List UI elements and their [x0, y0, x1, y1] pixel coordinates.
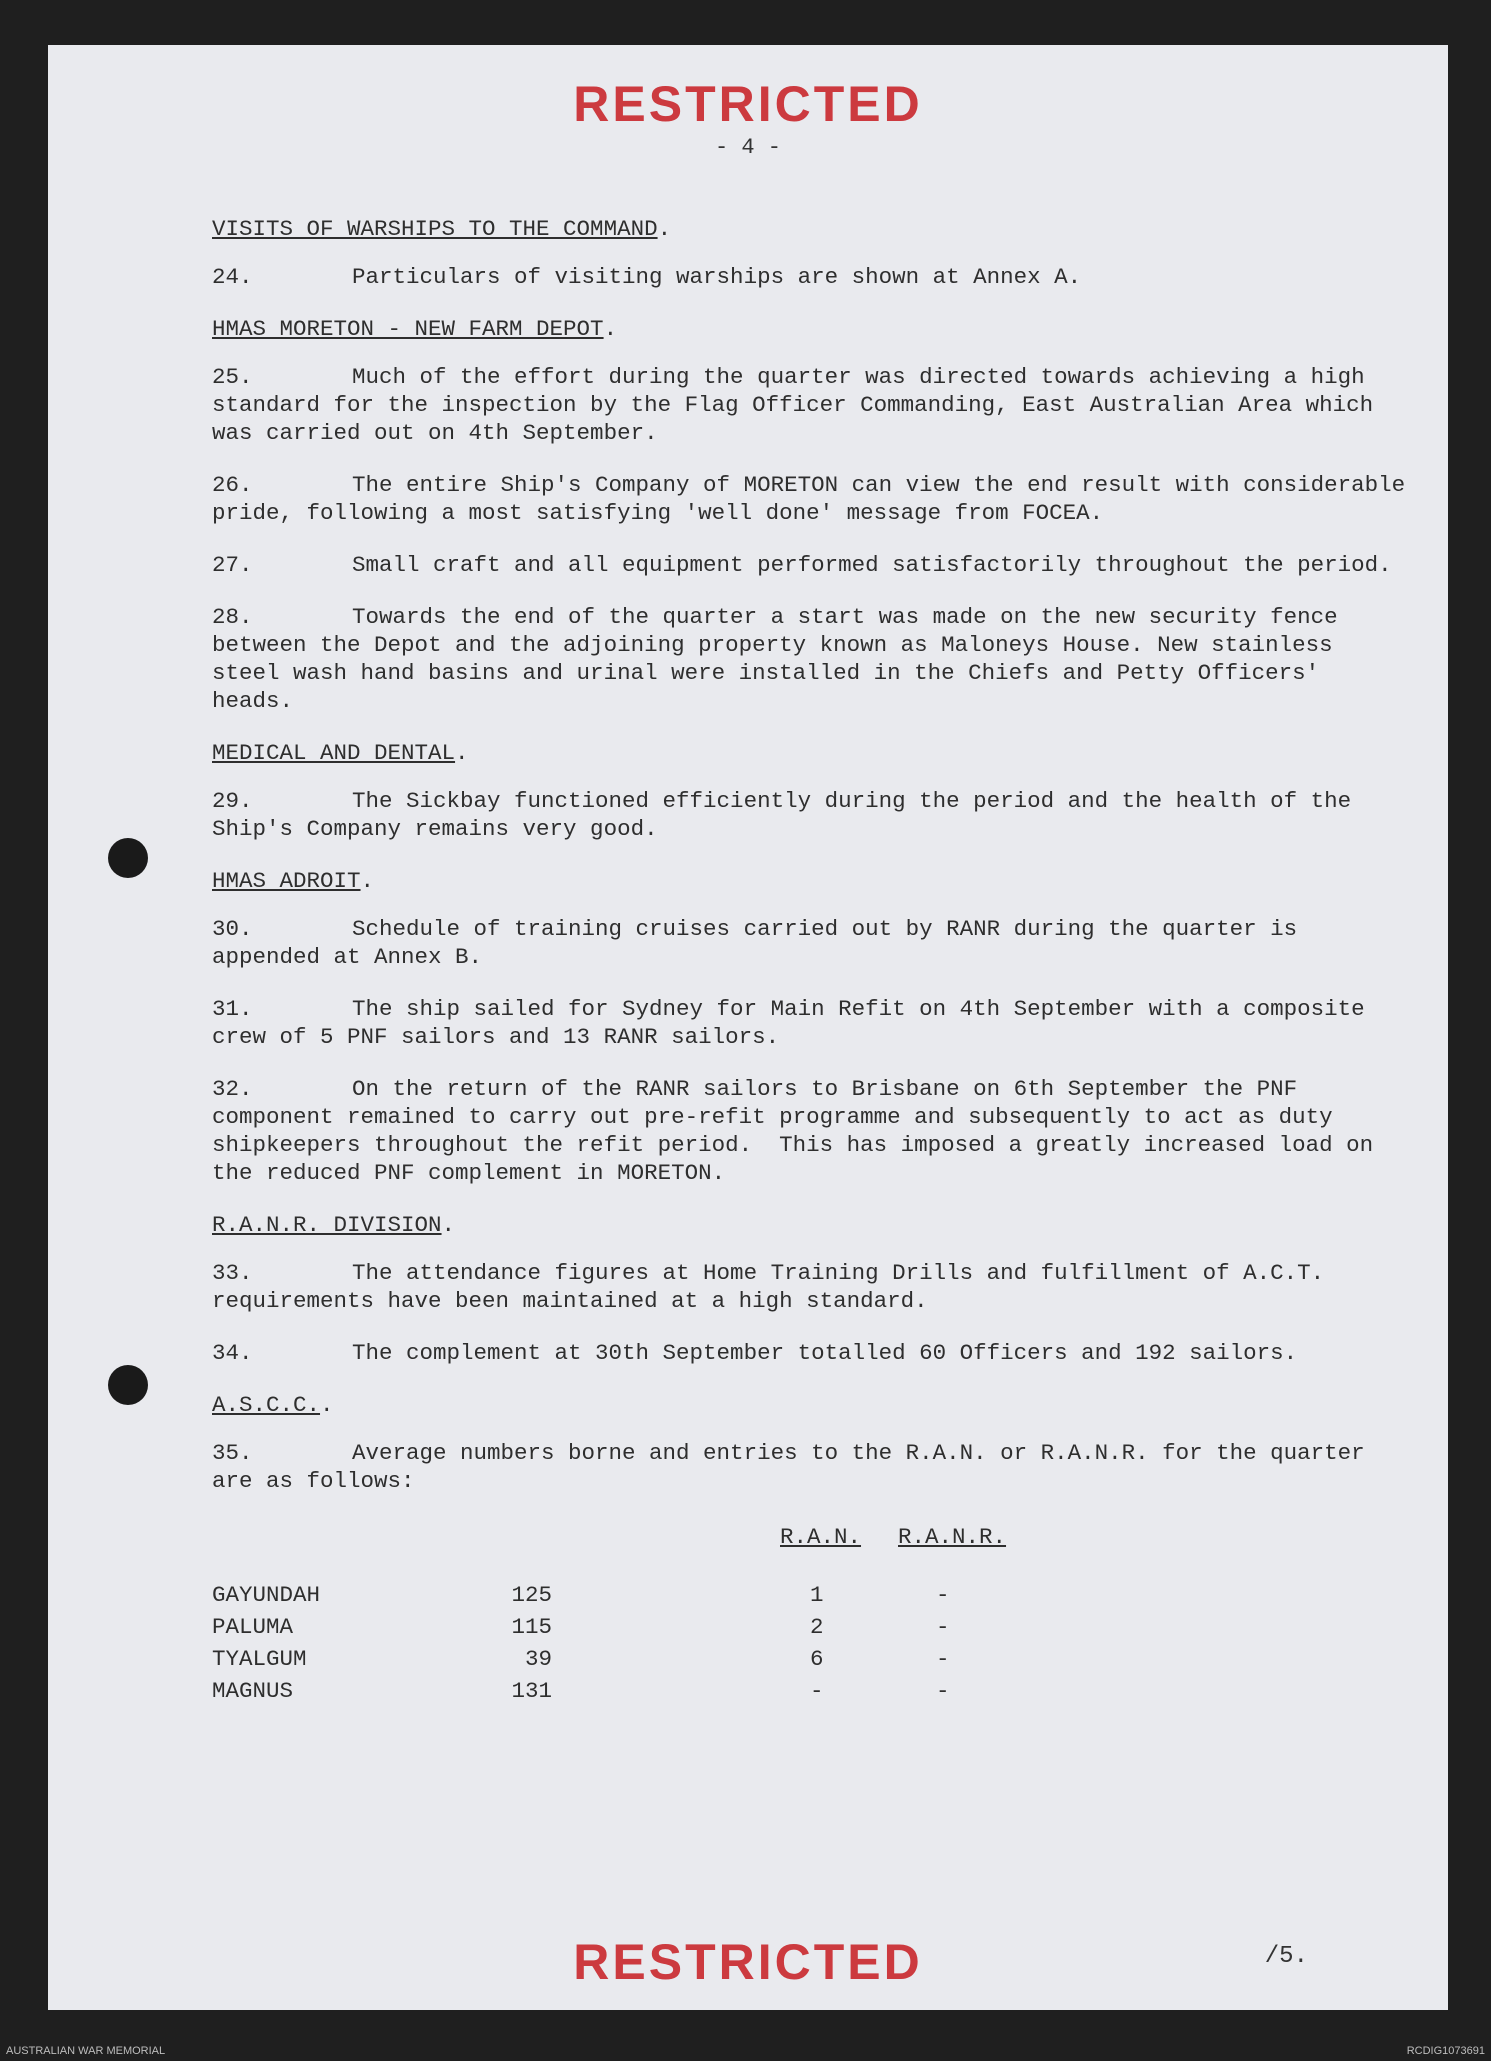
document-body	[212, 215, 1419, 1733]
paragraph	[212, 471, 1419, 527]
paragraph-number: 25.	[212, 364, 253, 390]
paragraph	[212, 787, 1412, 843]
paragraph-text: Towards the end of the quarter a start was made on the new security fence between the Depot and the adjoining property known as Maloneys House. New stainless steel wash hand basins and urinal were installed in the Chiefs and Petty Officers' heads.	[212, 604, 1352, 714]
paragraph	[212, 1339, 1412, 1367]
paragraph	[212, 1439, 1412, 1495]
paragraph	[212, 1075, 1412, 1187]
paragraph	[212, 363, 1412, 447]
table-cell-ranr: -	[936, 1646, 950, 1672]
table-cell-name: MAGNUS	[212, 1678, 294, 1704]
paragraph	[212, 915, 1412, 971]
paragraph-text: Particulars of visiting warships are shown at Annex A.	[352, 264, 1082, 290]
paragraph-text: On the return of the RANR sailors to Brisbane on 6th September the PNF component remained to carry out pre-refit programme and subsequently to act as duty shipkeepers throughout the refit period. This has imposed a greatly increased load on the reduced PNF complement in MORETON.	[212, 1076, 1387, 1186]
paragraph-number: 28.	[212, 604, 253, 630]
table-cell-borne: 125	[511, 1582, 552, 1608]
table-cell-borne: 131	[511, 1678, 552, 1704]
paragraph	[212, 263, 1412, 291]
table-cell-name: TYALGUM	[212, 1646, 307, 1672]
paragraph-number: 27.	[212, 552, 253, 578]
paragraph-text: The attendance figures at Home Training Drills and fulfillment of A.C.T. requirements have been maintained at a high standard.	[212, 1260, 1338, 1314]
document-page	[48, 45, 1448, 2010]
restricted-stamp-top: RESTRICTED	[573, 76, 923, 132]
table-row	[212, 1677, 1312, 1705]
next-page-marker: /5.	[1264, 1943, 1308, 1970]
table-cell-ranr: -	[936, 1582, 950, 1608]
restricted-stamp-bottom: RESTRICTED	[573, 1934, 923, 1990]
paragraph-number: 30.	[212, 916, 253, 942]
paragraph-text: The complement at 30th September totalled 60 Officers and 192 sailors.	[352, 1340, 1298, 1366]
paragraph-number: 29.	[212, 788, 253, 814]
section-heading: HMAS ADROIT.	[212, 868, 375, 894]
table-cell-ran: 1	[810, 1582, 824, 1608]
section-heading: VISITS OF WARSHIPS TO THE COMMAND.	[212, 216, 672, 242]
paragraph	[212, 551, 1412, 579]
paragraph	[212, 603, 1412, 715]
column-header-ranr: R.A.N.R.	[898, 1524, 1007, 1550]
paragraph-text: The entire Ship's Company of MORETON can view the end result with considerable pride, following a most satisfying 'well done' message from FOCEA.	[212, 472, 1419, 526]
page-number: - 4 -	[714, 135, 781, 160]
section-heading: HMAS MORETON - NEW FARM DEPOT.	[212, 316, 618, 342]
paragraph-number: 24.	[212, 264, 253, 290]
paragraph-number: 32.	[212, 1076, 253, 1102]
section-heading: MEDICAL AND DENTAL.	[212, 740, 469, 766]
section-heading: A.S.C.C..	[212, 1392, 334, 1418]
table-cell-ran: 6	[810, 1646, 824, 1672]
paragraph-number: 35.	[212, 1440, 253, 1466]
paragraph	[212, 995, 1412, 1051]
table-cell-borne: 39	[524, 1646, 552, 1672]
table-cell-borne: 115	[511, 1614, 552, 1640]
paragraph	[212, 1259, 1412, 1315]
paragraph-text: The ship sailed for Sydney for Main Refit on 4th September with a composite crew of 5 PNF sailors and 13 RANR sailors.	[212, 996, 1379, 1050]
table-cell-ran: 2	[810, 1614, 824, 1640]
paragraph-number: 26.	[212, 472, 253, 498]
punch-hole	[108, 1365, 148, 1405]
section-heading: R.A.N.R. DIVISION.	[212, 1212, 456, 1238]
paragraph-number: 34.	[212, 1340, 253, 1366]
table-cell-name: GAYUNDAH	[212, 1582, 321, 1608]
paragraph-text: Much of the effort during the quarter was directed towards achieving a high standard for the inspection by the Flag Officer Commanding, East Australian Area which was carried out on 4th September.	[212, 364, 1387, 446]
table-row	[212, 1645, 1312, 1673]
archive-label: AUSTRALIAN WAR MEMORIAL	[6, 2045, 166, 2057]
entries-table	[212, 1523, 1412, 1733]
paragraph-text: The Sickbay functioned efficiently during the period and the health of the Ship's Company remains very good.	[212, 788, 1365, 842]
table-cell-ran: -	[810, 1678, 824, 1704]
punch-hole	[108, 838, 148, 878]
archive-id: RCDIG1073691	[1406, 2045, 1485, 2057]
table-cell-name: PALUMA	[212, 1614, 294, 1640]
table-row	[212, 1613, 1312, 1641]
table-row	[212, 1581, 1312, 1609]
paragraph-text: Schedule of training cruises carried out by RANR during the quarter is appended at Annex B.	[212, 916, 1311, 970]
paragraph-text: Small craft and all equipment performed satisfactorily throughout the period.	[352, 552, 1392, 578]
table-cell-ranr: -	[936, 1614, 950, 1640]
table-cell-ranr: -	[936, 1678, 950, 1704]
paragraph-number: 33.	[212, 1260, 253, 1286]
paragraph-number: 31.	[212, 996, 253, 1022]
column-header-ran: R.A.N.	[780, 1524, 862, 1550]
paragraph-text: Average numbers borne and entries to the R.A.N. or R.A.N.R. for the quarter are as follows:	[212, 1440, 1379, 1494]
